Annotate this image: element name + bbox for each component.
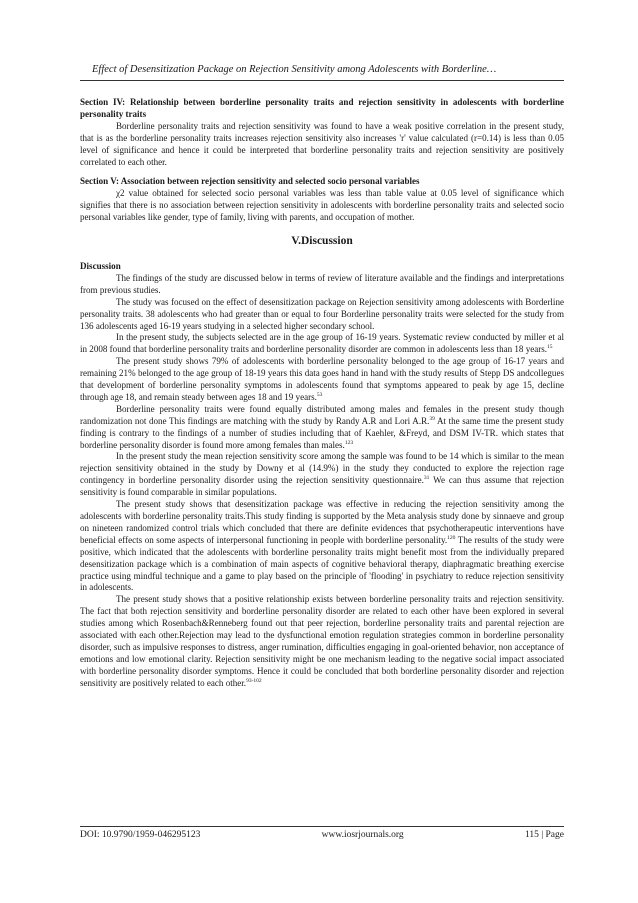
footer-doi: DOI: 10.9790/1959-046295123 [80, 830, 201, 840]
paragraph-text: In the present study the mean rejection sensitivity score among the sample was found to be 14 which is similar to the mean rejection sensitivity obtained in the study by Downy et al (14.9%) in the study they conducted to explore the rejection rage contingency in borderline personality disorder using the rejection sensitivity questionnaire. [80, 451, 564, 486]
paragraph-text: Borderline personality traits were found equally distributed among males and females in the present study though randomization not done This findings are matching with the study by Randy A.R and Lori A.R. [80, 403, 564, 426]
paragraph-text: We can thus assume that rejection sensitivity is found comparable in similar populations. [80, 475, 565, 498]
discussion-paragraph-1: The findings of the study are discussed below in terms of review of literature available and the findings and interpretations from previous studies. [80, 272, 564, 295]
section-v-heading: Section V: Association between rejection sensitivity and selected socio personal variables [80, 176, 420, 187]
citation-superscript: 15 [547, 344, 553, 351]
citation-superscript: 93-102 [246, 677, 262, 684]
discussion-paragraph-8 [80, 594, 564, 689]
citation-superscript: 53 [316, 391, 323, 398]
paragraph-text: In the present study, the subjects selected are in the age group of 16-19 years. Systematic review conducted by miller et al in 2008 found that borderline personality traits and borderline personality disorder are common in adolescents less than 18 years. [80, 332, 564, 355]
article-body [80, 97, 564, 690]
section-iv-paragraph: Borderline personality traits and rejection sensitivity was found to have a weak positive correlation in the present study, that is as the borderline personality traits increases rejection sensitivity also increases 'r' value calculated (r=0.14) is less than 0.05 level of significance and hence it could be interpreted that borderline personality traits and rejection sensitivity are positively correlated to each other. [80, 120, 564, 167]
discussion-paragraph-3 [80, 332, 564, 356]
discussion-paragraph-5 [80, 404, 564, 452]
page-footer [80, 830, 564, 840]
citation-superscript: 31 [423, 475, 430, 482]
running-header-title: Effect of Desensitization Package on Rejection Sensitivity among Adolescents with Borderline… [92, 64, 497, 75]
section-v-paragraph: χ2 value obtained for selected socio personal variables was less than table value at 0.05 level of significance which signifies that there is no association between rejection sensitivity in adolescents with borderline personality traits and selected socio personal variables like gender, type of family, living with parents, and occupation of mother. [80, 188, 564, 223]
section-iv-heading: Section IV: Relationship between borderline personality traits and rejection sensitivity in adolescents with borderline personality traits [80, 97, 564, 119]
paragraph-text: At the same time the present study finding is contrary to the findings of a number of studies including that of Kaehler, &Freyd, and DSM IV-TR. which states that borderline personality disorder is found more among females than males. [80, 415, 564, 450]
paragraph-text: The results of the study were positive, which indicated that the adolescents with borderline personality traits might benefit most from the individually prepared desensitization package which is a combination of main aspects of cognitive behavioral therapy, diaphragmatic breathing exercise practice using mindful technique and a game to play based on the principle of 'flooding' in psychiatry to reduce rejection sensitivity in adolescents. [80, 534, 564, 593]
footer-website: www.iosrjournals.org [321, 830, 404, 840]
chapter-heading-discussion: V.Discussion [291, 235, 353, 248]
discussion-paragraph-4 [80, 356, 564, 404]
paragraph-text: The present study shows 79% of adolescents with borderline personality belonged to the age group of 16-17 years and remaining 21% belonged to the age group of 18-19 years this data goes hand in hand with the study results of Stepp DS andcollegues that development of borderline personality symptoms in adolescents found that symptoms appeared to peak by age 15, decline through age 18, and remain steady between ages 18 and 19 years. [80, 356, 564, 402]
header-rule [80, 80, 564, 81]
citation-superscript: 123 [344, 439, 354, 446]
discussion-paragraph-6 [80, 451, 564, 499]
footer-page-number: 115 | Page [524, 830, 564, 840]
citation-superscript: 39 [429, 415, 435, 422]
discussion-subheading: Discussion [80, 260, 121, 271]
paragraph-text: The present study shows that a positive relationship exists between borderline personality traits and rejection sensitivity. The fact that both rejection sensitivity and borderline personality disorder are related to each other have been explored in several studies among which Rosenbach&Renneberg found out that peer rejection, borderline personality traits and parental rejection are associated with each other.Rejection may lead to the dysfunctional emotion regulation strategies common in borderline personality disorder, such as impulsive responses to distress, anger rumination, difficulties engaging in goal-oriented behavior, non acceptance of emotions and low emotional clarity. Rejection sensitivity might be one mechanism leading to the negative social impact associated with borderline personality disorder symptoms. Hence it could be concluded that both borderline personality disorder and rejection sensitivity are positively related to each other. [80, 594, 564, 688]
citation-superscript: 120 [447, 534, 456, 541]
discussion-paragraph-7 [80, 499, 564, 594]
footer-rule [80, 826, 564, 827]
paragraph-text: The present study shows that desensitization package was effective in reducing the rejection sensitivity among the adolescents with borderline personality traits.This study finding is supported by the Meta analysis study done by sinnaeve and group on nineteen randomized control trials which concluded that there are definite evidences that psychotherapeutic interventions have beneficial effects on some aspects of interpersonal functioning in people with borderline personality. [80, 499, 564, 545]
discussion-paragraph-2: The study was focused on the effect of desensitization package on Rejection sensitivity among adolescents with Borderline personality traits. 38 adolescents who had greater than or equal to four Borderline personality traits were selected for the study from 136 adolescents aged 16-19 years studying in a selected higher secondary school. [80, 296, 564, 331]
